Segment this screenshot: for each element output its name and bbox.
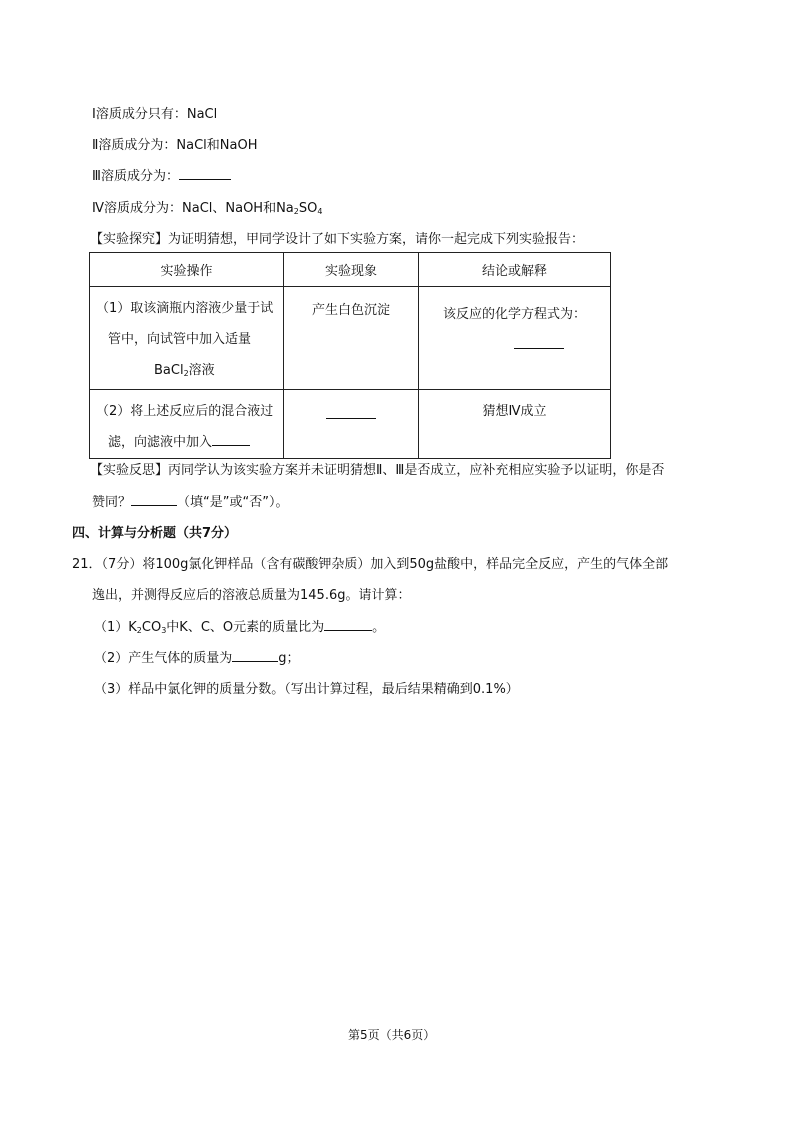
hypothesis-4-sub-2: 4 (317, 207, 323, 216)
row1-phenomenon (284, 287, 419, 390)
q21-part1 (94, 616, 385, 635)
explore-intro: 【实验探究】为证明猜想，甲同学设计了如下实验方案，请你一起完成下列实验报告： (90, 232, 585, 247)
q21-line1: 21．（7分）将100g氯化钾样品（含有碳酸钾杂质）加入到50g盐酸中，样品完全反应，产生的气体全部 (72, 557, 669, 572)
q21-line2: 逸出，并测得反应后的溶液总质量为145.6g。请计算： (92, 588, 411, 603)
header-phenomenon: 实验现象 (284, 253, 419, 287)
hypothesis-1-value: NaCl (186, 107, 218, 122)
row1-operation (90, 287, 284, 390)
row1-conclusion-text: 该反应的化学方程式为： (442, 307, 586, 322)
hypothesis-4-value-a: NaCl、NaOH和Na (182, 201, 294, 216)
row1-conclusion (419, 287, 611, 390)
q21-part2-a: （2）产生气体的质量为 (94, 651, 233, 666)
row1-op-line3-a: BaCl (154, 363, 184, 378)
q21-part1-sub2: 3 (161, 626, 167, 635)
q21-part3: （3）样品中氯化钾的质量分数。（写出计算过程，最后结果精确到0.1%） (94, 682, 519, 697)
table-row (90, 287, 611, 390)
mass-ratio-blank[interactable] (324, 616, 372, 631)
row2-conclusion (419, 390, 611, 459)
filtrate-reagent-blank[interactable] (212, 431, 250, 446)
reflect-line2-a: 赞同？ (92, 495, 132, 510)
row1-op-line2: 管中，向试管中加入适量 (108, 332, 252, 347)
hypothesis-4-sub-1: 2 (293, 207, 299, 216)
q21-part1-b: CO (141, 620, 162, 635)
row2-op-line2 (96, 427, 279, 458)
hypothesis-1-prefix: Ⅰ溶质成分只有： (92, 107, 187, 122)
row1-op-line3-sub: 2 (183, 369, 189, 378)
hypothesis-2-prefix: Ⅱ溶质成分为： (92, 138, 177, 153)
row1-op-line3 (96, 355, 279, 389)
equation-blank[interactable] (514, 334, 564, 349)
hypothesis-3-prefix: Ⅲ溶质成分为： (92, 169, 179, 184)
reflect-line2-b: （填“是”或“否”）。 (177, 495, 289, 510)
row2-op-line1: （2）将上述反应后的混合液过 (96, 404, 274, 419)
header-conclusion: 结论或解释 (419, 253, 611, 287)
hypothesis-1 (92, 103, 217, 122)
section4-title: 四、计算与分析题（共7分） (72, 526, 238, 541)
page-footer: 第5页（共6页） (348, 1028, 436, 1042)
phenomenon-blank[interactable] (326, 404, 376, 419)
hypothesis-4-prefix: Ⅳ溶质成分为： (92, 201, 182, 216)
row2-operation (90, 390, 284, 459)
table-row (90, 390, 611, 459)
agree-blank[interactable] (131, 491, 177, 506)
reflect-line1: 【实验反思】丙同学认为该实验方案并未证明猜想Ⅱ、Ⅲ是否成立，应补充相应实验予以证明，你是否 (90, 463, 665, 478)
table-header-row (90, 253, 611, 287)
hypothesis-3-blank[interactable] (179, 165, 231, 180)
q21-part1-d: 。 (372, 620, 386, 635)
row1-op-line3-b: 溶液 (188, 363, 215, 378)
row2-conclusion-text: 猜想Ⅳ成立 (482, 404, 547, 419)
hypothesis-2-value: NaCl和NaOH (176, 138, 258, 153)
q21-part1-a: （1）K (94, 620, 137, 635)
hypothesis-4-value-b: SO (298, 201, 318, 216)
hypothesis-2 (92, 134, 258, 153)
reflect-line2 (92, 491, 288, 510)
header-operation: 实验操作 (90, 253, 284, 287)
hypothesis-3 (92, 165, 231, 184)
hypothesis-4 (92, 197, 322, 216)
gas-mass-blank[interactable] (232, 647, 278, 662)
row1-op-line1: （1）取该滴瓶内溶液少量于试 (96, 301, 274, 316)
row2-op-line2-text: 滤，向滤液中加入 (108, 435, 213, 450)
row1-phenomenon-text: 产生白色沉淀 (311, 303, 390, 318)
experiment-table (89, 252, 611, 459)
q21-part2-b: g； (278, 651, 300, 666)
row2-phenomenon (284, 390, 419, 459)
q21-part2 (94, 647, 300, 666)
q21-part1-sub1: 2 (136, 626, 142, 635)
q21-part1-c: 中K、C、O元素的质量比为 (166, 620, 325, 635)
